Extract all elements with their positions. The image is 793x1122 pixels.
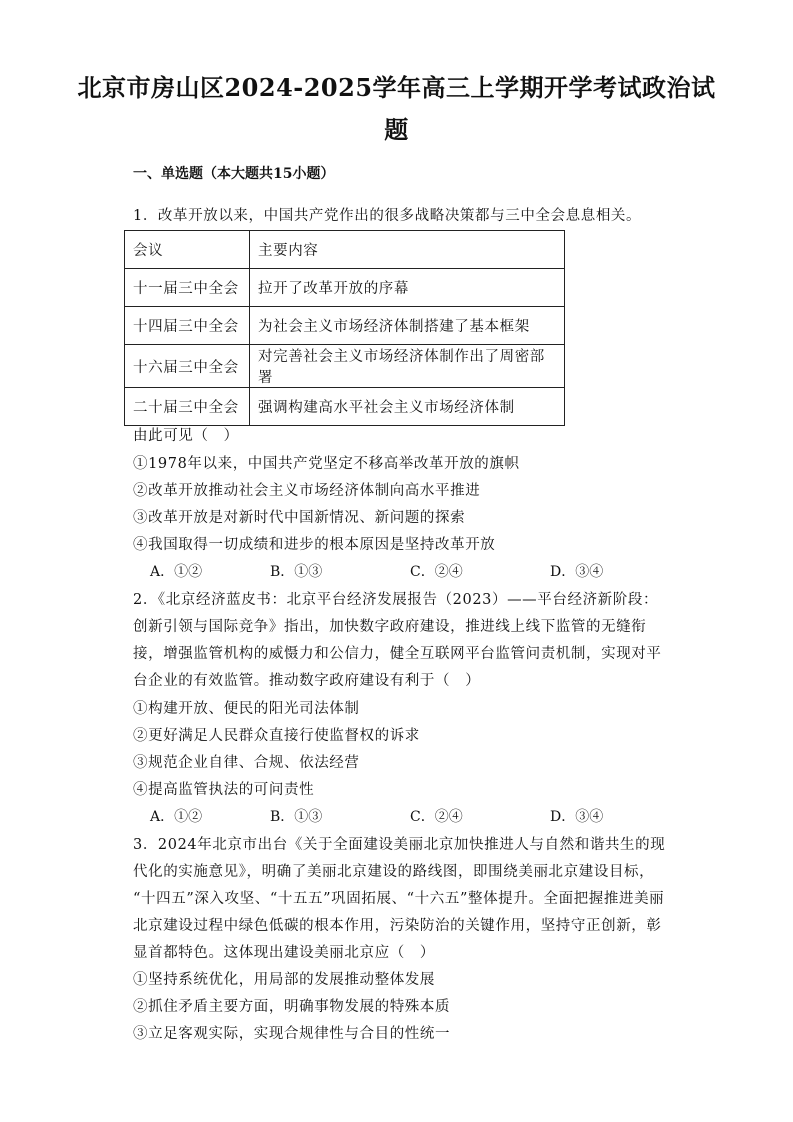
table-cell: 强调构建高水平社会主义市场经济体制 (250, 388, 565, 426)
table-cell: 二十届三中全会 (125, 388, 250, 426)
q3-stem: 北京建设过程中绿色低碳的根本作用，污染防治的关键作用，坚持守正创新，彰 (133, 918, 662, 934)
table-row (125, 345, 565, 388)
option-d[interactable]: D．③④ (550, 564, 604, 580)
q1-item: ③改革开放是对新时代中国新情况、新问题的探索 (133, 510, 466, 526)
q3-item: ③立足客观实际，实现合规律性与合目的性统一 (133, 1026, 451, 1042)
section-heading: 一、单选题（本大题共15小题） (133, 166, 335, 182)
option-c[interactable]: C．②④ (410, 564, 463, 580)
option-c[interactable]: C．②④ (410, 809, 463, 825)
table-header-cell: 主要内容 (250, 231, 565, 269)
table-header-cell: 会议 (125, 231, 250, 269)
q1-options (150, 561, 670, 581)
q3-stem: 显首都特色。这体现出建设美丽北京应（ ） (133, 945, 435, 961)
table-row (125, 307, 565, 345)
table-cell: 十六届三中全会 (125, 345, 250, 388)
q1-prompt: 由此可见（ ） (133, 428, 239, 444)
page-title-continued: 题 (384, 115, 409, 144)
q2-item: ④提高监管执法的可问责性 (133, 782, 315, 798)
q1-table (124, 230, 565, 426)
q1-item: ②改革开放推动社会主义市场经济体制向高水平推进 (133, 483, 481, 499)
q3-stem: “十四五”深入攻坚、“十五五”巩固拓展、“十六五”整体提升。全面把握推进美丽 (133, 891, 665, 907)
q3-item: ①坚持系统优化，用局部的发展推动整体发展 (133, 972, 435, 988)
table-cell: 为社会主义市场经济体制搭建了基本框架 (250, 307, 565, 345)
q3-stem: 代化的实施意见》，明确了美丽北京建设的路线图，即围绕美丽北京建设目标， (133, 864, 655, 880)
q2-stem: 创新引领与国际竞争》指出，加快数字政府建设，推进线上线下监管的无缝衔 (133, 619, 647, 635)
q2-item: ③规范企业自律、合规、依法经营 (133, 755, 360, 771)
table-header-row (125, 231, 565, 269)
q2-stem: 2．《北京经济蓝皮书：北京平台经济发展报告（2023）——平台经济新阶段： (133, 592, 659, 608)
option-d[interactable]: D．③④ (550, 809, 604, 825)
page-title: 北京市房山区2024-2025学年高三上学期开学考试政治试 (77, 73, 716, 102)
table-cell: 拉开了改革开放的序幕 (250, 269, 565, 307)
option-a[interactable]: A．①② (150, 564, 203, 580)
q1-stem: 1．改革开放以来，中国共产党作出的很多战略决策都与三中全会息息相关。 (133, 208, 642, 224)
q2-item: ①构建开放、便民的阳光司法体制 (133, 701, 360, 717)
q3-stem: 3．2024年北京市出台《关于全面建设美丽北京加快推进人与自然和谐共生的现 (133, 837, 666, 853)
option-b[interactable]: B．①③ (270, 809, 323, 825)
table-cell: 对完善社会主义市场经济体制作出了周密部署 (250, 345, 565, 388)
table-cell: 十一届三中全会 (125, 269, 250, 307)
q2-item: ②更好满足人民群众直接行使监督权的诉求 (133, 728, 420, 744)
q1-item: ①1978年以来，中国共产党坚定不移高举改革开放的旗帜 (133, 456, 520, 472)
q2-options (150, 806, 670, 826)
q3-item: ②抓住矛盾主要方面，明确事物发展的特殊本质 (133, 999, 451, 1015)
option-b[interactable]: B．①③ (270, 564, 323, 580)
q2-stem: 接，增强监管机构的威慑力和公信力，健全互联网平台监管问责机制，实现对平 (133, 646, 662, 662)
q1-item: ④我国取得一切成绩和进步的根本原因是坚持改革开放 (133, 537, 496, 553)
table-row (125, 388, 565, 426)
table-row (125, 269, 565, 307)
table-cell: 十四届三中全会 (125, 307, 250, 345)
option-a[interactable]: A．①② (150, 809, 203, 825)
q2-stem: 台企业的有效监管。推动数字政府建设有利于（ ） (133, 673, 481, 689)
